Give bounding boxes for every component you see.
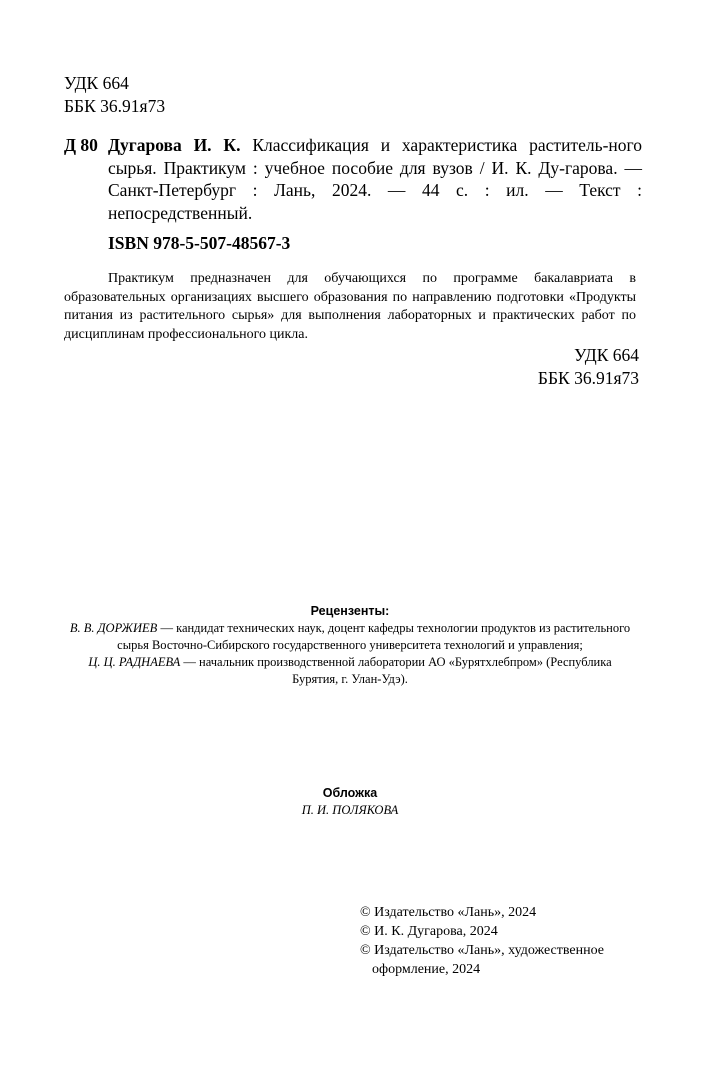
reviewer-info: — начальник производственной лаборатории АО «Бурятхлебпром» (Республика Бурятия, г. Улан-Удэ). bbox=[180, 655, 612, 686]
udk-code-top: УДК 664 bbox=[64, 73, 129, 93]
isbn: ISBN 978-5-507-48567-3 bbox=[108, 233, 291, 253]
copyright-line: © И. К. Дугарова, 2024 bbox=[360, 924, 498, 939]
classification-top bbox=[64, 72, 165, 118]
bbk-code-bottom: ББК 36.91я73 bbox=[537, 368, 639, 388]
author-mark: Д 80 bbox=[64, 135, 98, 155]
description-text: Классификация и характеристика раститель-ного сырья. Практикум : учебное пособие для вузов / И. К. Ду-гарова. — Санкт-Петербург : Лань, 2024. — 44 с. : ил. — Текст : непосредственный. bbox=[108, 135, 642, 223]
reviewers-block bbox=[64, 603, 636, 688]
classification-bottom bbox=[538, 344, 639, 390]
copyright-line: оформление, 2024 bbox=[372, 962, 481, 977]
cover-credit bbox=[64, 785, 636, 819]
udk-code-bottom: УДК 664 bbox=[574, 345, 639, 365]
cover-heading: Обложка bbox=[322, 786, 378, 800]
cover-designer: П. И. ПОЛЯКОВА bbox=[301, 803, 399, 817]
reviewer-name: Ц. Ц. РАДНАЕВА bbox=[88, 655, 181, 669]
annotation-text: Практикум предназначен для обучающихся по программе бакалавриата в образовательных организациях высшего образования по направлению подготовки «Продукты питания из растительного сырья» для выполнения лабораторных и практических работ по дисциплинам профессионального цикла. bbox=[64, 271, 636, 342]
reviewer-item bbox=[64, 654, 636, 688]
reviewer-item bbox=[64, 620, 636, 654]
copyright-line: © Издательство «Лань», 2024 bbox=[360, 905, 537, 920]
reviewer-info: — кандидат технических наук, доцент кафедры технологии продуктов из растительного сырья Восточно-Сибирского государственного университета технологий и управления; bbox=[117, 621, 631, 652]
author-name: Дугарова И. К. bbox=[108, 135, 241, 155]
reviewer-name: В. В. ДОРЖИЕВ bbox=[69, 621, 158, 635]
copyright-block bbox=[360, 903, 650, 979]
copyright-line: © Издательство «Лань», художественное bbox=[360, 943, 604, 958]
bibliographic-description bbox=[108, 134, 642, 224]
annotation bbox=[64, 270, 636, 344]
bbk-code-top: ББК 36.91я73 bbox=[64, 96, 166, 116]
reviewers-heading: Рецензенты: bbox=[310, 604, 390, 618]
